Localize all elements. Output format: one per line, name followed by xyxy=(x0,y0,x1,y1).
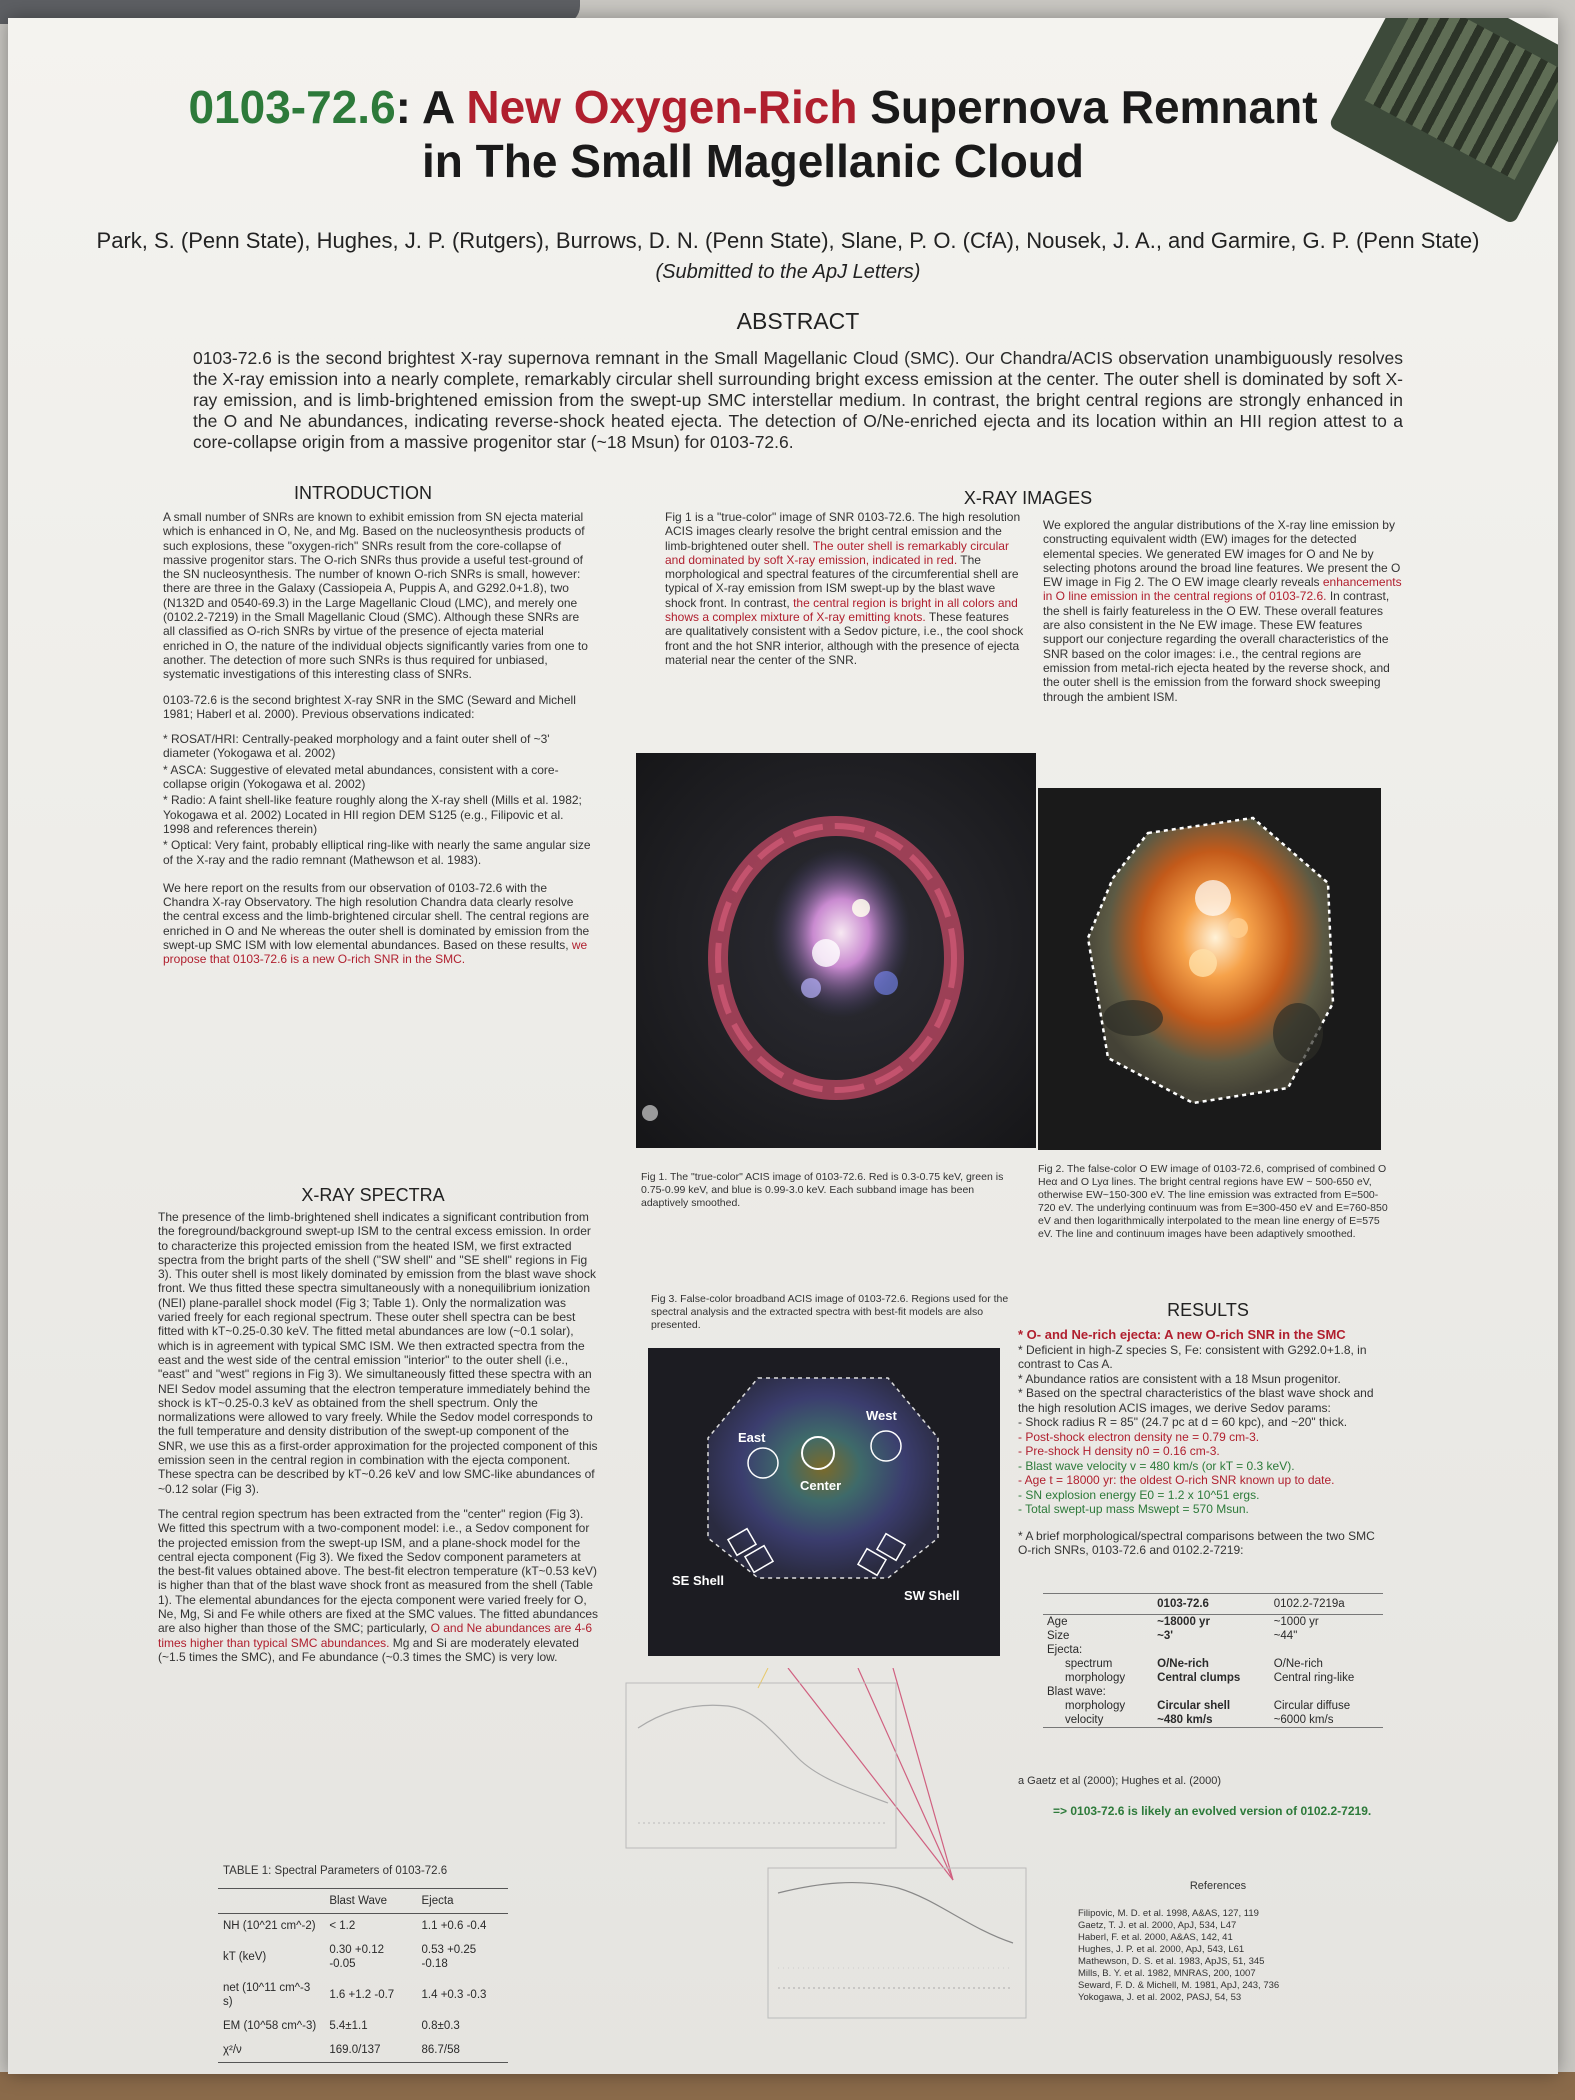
abstract-text: 0103-72.6 is the second brightest X-ray supernova remnant in the Small Magellanic Cloud (SMC). Our Chandra/ACIS observation unambiguously resolves the X-ray emission into a nearly complete, remarkably circular shell surrounding bright excess emission at the center. The outer shell is dominated by soft X-ray emission, and is limb-brightened emission from the swept-up SMC interstellar medium. In contrast, the bright central regions are strongly enhanced in the O and Ne abundances, indicating reverse-shock heated ejecta. The detection of O/Ne-enriched ejecta and its location within an HII region attest to a core-collapse origin from a massive progenitor star (~18 Msun) for 0103-72.6. xyxy=(193,348,1403,452)
table1-caption: TABLE 1: Spectral Parameters of 0103-72.6 xyxy=(223,1865,448,1877)
table-cell: NH (10^21 cm^-2) xyxy=(223,1920,316,1932)
reference-item: Filipovic, M. D. et al. 1998, A&AS, 127, 119 xyxy=(1078,1908,1259,1919)
intro-proposal-highlight: we propose that 0103-72.6 is a new O-rich SNR in the SMC. xyxy=(163,938,588,967)
table-cell: spectrum xyxy=(1065,1658,1113,1670)
table-header-row xyxy=(218,1889,508,1914)
sedov-param: - Total swept-up mass Mswept = 570 Msun. xyxy=(1018,1502,1249,1516)
table-cell: Circular diffuse xyxy=(1273,1700,1351,1712)
table-row xyxy=(1043,1643,1383,1657)
figure-2-o-ew-image xyxy=(1038,788,1381,1150)
intro-paragraph-2: 0103-72.6 is the second brightest X-ray SNR in the SMC (Seward and Michell 1981; Haberl et al. 2000). Previous observations indicated: xyxy=(163,692,576,721)
comparison-footnote: a Gaetz et al (2000); Hughes et al. (2000) xyxy=(1018,1775,1222,1787)
table-row xyxy=(1043,1629,1383,1643)
poster-title xyxy=(128,80,1378,188)
table-row xyxy=(1043,1671,1383,1685)
table-cell: EM (10^58 cm^-3) xyxy=(223,2020,317,2032)
figure-1-caption: Fig 1. The "true-color" ACIS image of 0103-72.6. Red is 0.3-0.75 keV, green is 0.75-0.99 keV, and blue is 0.99-3.0 keV. Each subband image has been adaptively smoothed. xyxy=(641,1171,1004,1209)
spectra-paragraph-2 xyxy=(158,1507,598,1664)
reference-item: Gaetz, T. J. et al. 2000, ApJ, 534, L47 xyxy=(1078,1920,1237,1931)
comparison-intro: * A brief morphological/spectral comparisons between the two SMC O-rich SNRs, 0103-72.6 and 0102.2-7219: xyxy=(1018,1528,1375,1557)
background-floor xyxy=(0,2072,1575,2100)
sedov-param: - Blast wave velocity v = 480 km/s (or kT = 0.3 keV). xyxy=(1018,1458,1295,1473)
table-cell: morphology xyxy=(1065,1672,1126,1684)
sedov-param: - Pre-shock H density n0 = 0.16 cm-3. xyxy=(1018,1444,1220,1458)
title-colon: : A xyxy=(395,81,467,133)
table-cell: 0.53 +0.25 -0.18 xyxy=(421,1944,477,1970)
conclusion-text: => 0103-72.6 is likely an evolved version of 0102.2-7219. xyxy=(1053,1804,1372,1818)
table-row xyxy=(218,2014,508,2038)
table-cell: Circular shell xyxy=(1157,1700,1231,1712)
sedov-param: - Age t = 18000 yr: the oldest O-rich SNR known up to date. xyxy=(1018,1473,1335,1487)
table-cell: Central ring-like xyxy=(1273,1672,1355,1684)
table-cell: ~6000 km/s xyxy=(1270,1713,1383,1728)
table-cell: ~44" xyxy=(1273,1630,1298,1642)
table-cell: 5.4±1.1 xyxy=(329,2020,368,2032)
table-header-cell xyxy=(218,1889,324,1914)
table-cell xyxy=(1270,1685,1383,1699)
region-map-graphic xyxy=(648,1348,1000,1656)
table-cell: kT (keV) xyxy=(223,1951,267,1963)
list-item: * ASCA: Suggestive of elevated metal abundances, consistent with a core-collapse origin (Yokogawa et al. 2002) xyxy=(163,762,559,792)
intro-paragraph-3 xyxy=(163,881,593,967)
reference-item: Mills, B. Y. et al. 1982, MNRAS, 200, 1007 xyxy=(1078,1968,1256,1979)
spectra-p2-end: Mg and Si are moderately elevated (~1.5 times the SMC), and Fe abundance (~0.3 times the SMC) is very low. xyxy=(158,1635,579,1664)
table-cell: 0.30 +0.12 -0.05 xyxy=(329,1944,384,1970)
table-header-cell: Ejecta xyxy=(417,1889,508,1914)
list-item: * Radio: A faint shell-like feature roughly along the X-ray shell (Mills et al. 1982; Yokogawa et al. 2002) Located in HII region DEM S125 (e.g., Filipovic et al. 1998 and references therein) xyxy=(163,793,582,836)
table-cell: Central clumps xyxy=(1157,1672,1241,1684)
reference-item: Seward, F. D. & Michell, M. 1981, ApJ, 243, 736 xyxy=(1078,1980,1280,1991)
sedov-param: - SN explosion energy E0 = 1.2 x 10^51 ergs. xyxy=(1018,1487,1260,1502)
results-item: * Abundance ratios are consistent with a 18 Msun progenitor. xyxy=(1018,1371,1341,1386)
results-heading: RESULTS xyxy=(1167,1300,1249,1320)
table-row xyxy=(1043,1685,1383,1699)
poster-sheet xyxy=(8,18,1558,2074)
region-label-se-shell: SE Shell xyxy=(672,1573,725,1588)
region-label-center: Center xyxy=(800,1478,842,1493)
table-row xyxy=(1043,1657,1383,1671)
table-cell: < 1.2 xyxy=(329,1920,356,1932)
fitted-spectra-plots xyxy=(608,1668,1108,2074)
table-cell: 169.0/137 xyxy=(324,2038,416,2063)
region-label-east: East xyxy=(738,1430,766,1445)
table-cell xyxy=(1270,1643,1383,1657)
results-item: * Deficient in high-Z species S, Fe: consistent with G292.0+1.8, in contrast to Cas A. xyxy=(1018,1342,1367,1371)
reference-item: Hughes, J. P. et al. 2000, ApJ, 543, L61 xyxy=(1078,1944,1245,1955)
o-ew-map-graphic xyxy=(1038,788,1381,1150)
table-row xyxy=(1043,1615,1383,1630)
submission-note: (Submitted to the ApJ Letters) xyxy=(655,261,921,283)
xray-col1-text-b: The morphological and spectral features of the circumferential shell are typical of X-ray emission from ISM swept-up by the blast wave shock front. In contrast, xyxy=(665,552,1019,610)
table-cell xyxy=(1153,1685,1270,1699)
table-cell: χ²/ν xyxy=(218,2038,324,2063)
table-row xyxy=(218,1938,508,1976)
table-cell: 1.4 +0.3 -0.3 xyxy=(421,1989,487,2001)
spectra-heading: X-RAY SPECTRA xyxy=(301,1185,445,1205)
xray-images-column-2 xyxy=(1043,518,1403,704)
xray-images-heading: X-RAY IMAGES xyxy=(963,488,1093,508)
introduction-body xyxy=(163,510,593,978)
figure-1-true-color-image xyxy=(636,753,1036,1148)
intro-p3-text: We here report on the results from our observation of 0103-72.6 with the Chandra X-ray Observatory. The high resolution Chandra data clearly resolve the central excess and the limb-brightened circular shell. The central regions are enriched in O and Ne whereas the outer shell is dominated by emission from the swept-up SMC ISM with low elemental abundances. Based on these results, xyxy=(163,880,590,953)
table-cell: ~3' xyxy=(1157,1630,1174,1642)
table-cell: ~1000 yr xyxy=(1273,1616,1319,1628)
spectra-p2-text: The central region spectrum has been extracted from the "center" region (Fig 3). We fitted this spectrum with a two-component model: i.e., a Sedov component for the projected emission from the swept-up ISM, and a plane-shock model for the central ejecta component (Fig 3). We fixed the Sedov component parameters at the best-fit values obtained above. The best-fit electron temperature (kT~0.53 keV) is higher than that of the blast wave shock front as measured from the shell (Table 1). The elemental abundances for the ejecta component were varied freely for O, Ne, Mg, Si and Fe while others are fixed at the SMC values. The fitted abundances are also higher than those of the SMC; particularly, xyxy=(158,1506,599,1636)
list-item: * Optical: Very faint, probably elliptical ring-like with nearly the same angular size of the X-ray and the radio remnant (Mathewson et al. 1983). xyxy=(163,838,591,867)
table-row xyxy=(218,1914,508,1939)
xray-col2-highlight: enhancements in O line emission in the central regions of 0103-72.6. xyxy=(1043,575,1402,604)
table-row xyxy=(218,2038,508,2063)
spectral-parameters-table xyxy=(218,1888,508,2063)
table-cell: Blast wave: xyxy=(1047,1686,1106,1698)
snr-true-color-graphic xyxy=(636,753,1036,1148)
spectra-body xyxy=(158,1210,598,1675)
spectra-paragraph-1: The presence of the limb-brightened shell indicates a significant contribution from the foreground/background swept-up ISM to the central excess emission. In order to characterize this projected emission from the heated ISM, we first extracted spectra from the bright parts of the shell ("SW shell" and "SE shell" regions in Fig 3). This outer shell is most likely dominated by emission from the blast wave shock front. We thus fitted these spectra simultaneously with a nonequilibrium ionization (NEI) plane-parallel shock model (Fig 3; Table 1). Only the normalization was varied freely for each regional spectrum. These outer shell spectra can be best fitted with kT~0.25-0.30 keV. The fitted metal abundances are low (~0.1 solar), which is in agreement with typical SMC ISM. We then extracted spectra from the east and the west side of the central emission "interior" to the outer shell (i.e., "east" and "west" regions in Fig 3). We simultaneously fitted these spectra with an NEI Sedov model assuming that the electron temperature immediately behind the shock is kT~0.25-0.3 keV as obtained from the shell spectrum. Only the normalizations were allowed to vary freely. While the Sedov model corresponds to the full temperature and density distribution of the swept-up component of the SNR, we use this as a first-order approximation for the projected component of this emission seen in the central region in combination with the ejecta component. These spectra can be described by kT~0.26 keV and low SMC-like abundances of ~0.12 solar (Fig 3). xyxy=(158,1210,598,1496)
table-row xyxy=(218,1976,508,2014)
table-header-cell: 0102.2-7219a xyxy=(1270,1594,1383,1615)
title-object-id: 0103-72.6 xyxy=(188,81,396,133)
title-rest: Supernova Remnant xyxy=(857,81,1318,133)
introduction-heading: INTRODUCTION xyxy=(294,483,432,503)
references-heading: References xyxy=(1189,1880,1247,1892)
results-item: * Based on the spectral characteristics of the blast wave shock and the high resolution ACIS images, we derive Sedov params: xyxy=(1018,1386,1374,1415)
table-header-cell xyxy=(1043,1594,1153,1615)
results-headline: * O- and Ne-rich ejecta: A new O-rich SNR in the SMC xyxy=(1018,1327,1346,1342)
table-row xyxy=(1043,1699,1383,1713)
author-list: Park, S. (Penn State), Hughes, J. P. (Rutgers), Burrows, D. N. (Penn State), Slane, P. O. (CfA), Nousek, J. A., and Garmire, G. P. (Penn State) xyxy=(96,228,1480,253)
list-item: * ROSAT/HRI: Centrally-peaked morphology and a faint outer shell of ~3' diameter (Yokogawa et al. 2002) xyxy=(163,732,550,761)
table-cell: Age xyxy=(1047,1616,1068,1628)
sedov-param: - Post-shock electron density ne = 0.79 cm-3. xyxy=(1018,1429,1260,1444)
sedov-param: - Shock radius R = 85" (24.7 pc at d = 60 kpc), and ~20" thick. xyxy=(1018,1415,1348,1429)
table-cell: O/Ne-rich xyxy=(1273,1658,1323,1670)
table-cell: ~480 km/s xyxy=(1153,1713,1270,1728)
table-cell: 1.6 +1.2 -0.7 xyxy=(329,1989,395,2001)
xray-col1-text-a: Fig 1 is a "true-color" image of SNR 0103-72.6. The high resolution ACIS images clearly resolve the bright central emission and the limb-brightened outer shell. xyxy=(665,510,1021,553)
xray-col1-text-c: These features are qualitatively consistent with a Sedov picture, i.e., the cool shock front and the hot SNR interior, although with the presence of ejecta material near the center of the SNR. xyxy=(665,610,1024,667)
table-cell: O/Ne-rich xyxy=(1157,1658,1209,1670)
table-header-cell: Blast Wave xyxy=(324,1889,416,1914)
reference-item: Mathewson, D. S. et al. 1983, ApJS, 51, 345 xyxy=(1078,1956,1265,1967)
table-cell: 0.8±0.3 xyxy=(421,2020,460,2032)
table-cell: Ejecta: xyxy=(1047,1644,1083,1656)
xray-images-column-1 xyxy=(665,510,1025,667)
results-body xyxy=(1018,1328,1388,1558)
reference-item: Yokogawa, J. et al. 2002, PASJ, 54, 53 xyxy=(1078,1992,1242,2003)
table-header-cell: 0103-72.6 xyxy=(1153,1594,1270,1615)
table-row xyxy=(1043,1713,1383,1728)
table-cell: net (10^11 cm^-3 s) xyxy=(223,1982,311,2008)
figure-3-broadband-image xyxy=(648,1348,1000,1656)
table-header-row xyxy=(1043,1594,1383,1615)
table-cell: morphology xyxy=(1065,1700,1126,1712)
table-cell: velocity xyxy=(1043,1713,1153,1728)
table-cell: Size xyxy=(1047,1630,1070,1642)
spectra-abundance-highlight: O and Ne abundances are 4-6 times higher than typical SMC abundances. xyxy=(158,1621,593,1650)
abstract-heading: ABSTRACT xyxy=(736,308,860,334)
xray-col2-text-a: We explored the angular distributions of the X-ray line emission by constructing equivalent width (EW) images for the detected elemental species. We generated EW images for O and Ne by selecting photons around the broad line features. We present the O EW image in Fig 2. The O EW image clearly reveals xyxy=(1043,518,1401,590)
intro-paragraph-1: A small number of SNRs are known to exhibit emission from SN ejecta material which is enhanced in O, Ne, and Mg. Based on the nucleosynthesis products of such explosions, these "oxygen-rich" SNRs result from the core-collapse of massive progenitor stars. The O-rich SNRs thus provide a useful test-ground of the SN nucleosynthesis. The number of known O-rich SNRs is small, however: there are three in the Galaxy (Cassiopeia A, Puppis A, and G292.0+1.8), two (N132D and 0540-69.3) in the Large Magellanic Cloud (LMC), and merely one (0102.2-7219) in the Small Magellanic Cloud (SMC). Although these SNRs are all classified as O-rich SNRs by virtue of the presence of ejecta material enriched in O, the nature of the individual objects significantly varies from one to another. The detection of more such SNRs is thus required for unbiased, systematic investigations of this interesting class of SNRs. xyxy=(163,510,588,682)
region-label-sw-shell: SW Shell xyxy=(904,1588,960,1603)
figure-2-caption: Fig 2. The false-color O EW image of 0103-72.6, comprised of combined O Heα and O Lyα lines. The bright central regions have EW ~ 500-650 eV, otherwise EW~150-300 eV. The line emission was extracted from E=500-720 eV. The underlying continuum was from E=300-450 eV and E=760-850 eV and then logarithmically interpolated to the mean line energy of E=575 eV. The line and continuum images have been adaptively smoothed. xyxy=(1038,1163,1388,1240)
table-cell: 1.1 +0.6 -0.4 xyxy=(421,1920,487,1932)
figure-3-caption: Fig 3. False-color broadband ACIS image of 0103-72.6. Regions used for the spectral analysis and the extracted spectra with best-fit models are also presented. xyxy=(651,1293,1009,1331)
comparison-table xyxy=(1043,1593,1383,1728)
table-cell xyxy=(1153,1643,1270,1657)
reference-list xyxy=(1078,1908,1378,2004)
table-cell: ~18000 yr xyxy=(1157,1616,1210,1628)
xray-col1-highlight-2: the central region is bright in all colors and shows a complex mixture of X-ray emitting knots. xyxy=(665,595,1018,625)
title-line-2: in The Small Magellanic Cloud xyxy=(422,135,1084,187)
xray-col1-highlight-1: The outer shell is remarkably circular and dominated by soft X-ray emission, indicated in red. xyxy=(665,538,1009,567)
table-cell: 86.7/58 xyxy=(417,2038,508,2063)
title-highlight: New Oxygen-Rich xyxy=(466,81,858,133)
region-label-west: West xyxy=(866,1408,897,1423)
xray-col2-text-b: In contrast, the shell is fairly featureless in the O EW. These overall features are also consistent in the Ne EW image. These EW features support our conjecture regarding the overall characteristics of the SNR based on the color images: i.e., the central regions are emission from metal-rich ejecta heated by the reverse shock, and the outer shell is the emission from the forward shock sweeping through the ambient ISM. xyxy=(1043,589,1390,704)
intro-observation-list xyxy=(163,732,593,867)
reference-item: Haberl, F. et al. 2000, A&AS, 142, 41 xyxy=(1078,1932,1233,1943)
